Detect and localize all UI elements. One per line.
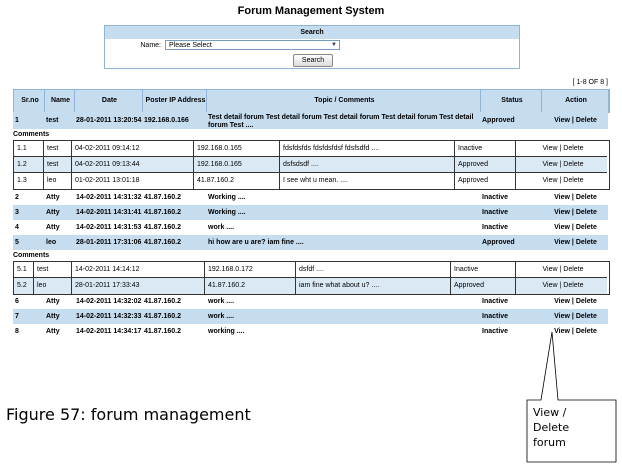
- row-ip: 41.87.160.2: [144, 194, 181, 201]
- comment-srno: 5.1: [14, 262, 34, 277]
- row-name: Atty: [46, 209, 60, 216]
- row-date: 14-02-2011 14:31:41: [76, 209, 142, 216]
- name-label: Name:: [140, 42, 161, 49]
- delete-link[interactable]: Delete: [563, 266, 584, 273]
- delete-link[interactable]: Delete: [563, 177, 584, 184]
- row-status: Inactive: [482, 209, 509, 216]
- row-topic: work ....: [208, 224, 235, 231]
- row-topic: hi how are u are? iam fine ....: [208, 239, 304, 246]
- name-select-value: Please Select: [169, 42, 212, 49]
- comment-status: Inactive: [451, 262, 516, 277]
- view-link[interactable]: View: [554, 194, 570, 201]
- comment-topic: fdsfdsfds fdsfdsfdsf fdsfsdfd ....: [280, 141, 455, 156]
- row-status: Approved: [482, 239, 515, 246]
- comment-topic: I see wht u mean. ....: [280, 173, 455, 189]
- row-topic: work ....: [208, 313, 235, 320]
- row-date: 14-02-2011 14:31:53: [76, 224, 142, 231]
- row-topic: Working ....: [208, 194, 246, 201]
- row-srno: 8: [15, 328, 19, 335]
- row-topic: work ....: [208, 298, 235, 305]
- delete-link[interactable]: Delete: [563, 161, 584, 168]
- row-date: 28-01-2011 17:31:06: [76, 239, 142, 246]
- callout-text: [533, 405, 605, 450]
- row-ip: 41.87.160.2: [144, 209, 181, 216]
- row-name: test: [46, 117, 59, 124]
- row-topic: Test detail forum Test detail forum Test detail forum Test detail forum Test detail forum Test ....: [208, 114, 474, 129]
- row-ip: 41.87.160.2: [144, 298, 181, 305]
- row-status: Inactive: [482, 224, 509, 231]
- row-srno: 7: [15, 313, 19, 320]
- chevron-down-icon[interactable]: ▼: [331, 42, 337, 48]
- row-ip: 41.87.160.2: [144, 239, 181, 246]
- delete-link[interactable]: Delete: [563, 282, 584, 289]
- row-status: Inactive: [482, 298, 509, 305]
- comment-name: test: [34, 262, 72, 277]
- comment-topic: dsfsdsdf ....: [280, 157, 455, 172]
- comment-status: Inactive: [455, 141, 516, 156]
- column-header: Status: [481, 90, 542, 112]
- row-ip: 41.87.160.2: [144, 224, 181, 231]
- comment-ip: 41.87.160.2: [205, 278, 296, 294]
- comment-date: 14-02-2011 14:14:12: [72, 262, 205, 277]
- row-status: Inactive: [482, 194, 509, 201]
- row-srno: 1: [15, 117, 19, 124]
- comment-date: 28-01-2011 17:33:43: [72, 278, 205, 294]
- comments-label: Comments: [13, 131, 50, 138]
- comment-status: Approved: [455, 157, 516, 172]
- comment-ip: 41.87.160.2: [194, 173, 280, 189]
- row-name: leo: [46, 239, 57, 246]
- action-separator: |: [557, 266, 564, 273]
- delete-link[interactable]: Delete: [575, 328, 597, 335]
- row-name: Atty: [46, 224, 60, 231]
- row-srno: 2: [15, 194, 19, 201]
- view-link[interactable]: View: [542, 282, 558, 289]
- delete-link[interactable]: Delete: [575, 194, 597, 201]
- delete-link[interactable]: Delete: [575, 209, 597, 216]
- comment-ip: 192.168.0.172: [205, 262, 296, 277]
- comment-srno: 1.3: [14, 173, 44, 189]
- comment-srno: 5.2: [14, 278, 34, 294]
- row-srno: 5: [15, 239, 19, 246]
- row-topic: working ....: [208, 328, 245, 335]
- page-title: Forum Management System: [237, 5, 385, 17]
- comment-status: Approved: [455, 173, 516, 189]
- row-date: 14-02-2011 14:32:02: [76, 298, 142, 305]
- search-header: Search: [105, 26, 519, 39]
- view-link[interactable]: View: [554, 117, 570, 124]
- row-ip: 41.87.160.2: [144, 328, 181, 335]
- view-link[interactable]: View: [542, 177, 558, 184]
- action-separator: |: [557, 145, 564, 152]
- view-link[interactable]: View: [554, 239, 570, 246]
- callout-line-1: View /: [533, 406, 567, 419]
- row-name: Atty: [46, 298, 60, 305]
- comment-name: leo: [34, 278, 72, 294]
- comment-ip: 192.168.0.165: [194, 141, 280, 156]
- view-link[interactable]: View: [554, 298, 570, 305]
- view-link[interactable]: View: [542, 145, 558, 152]
- view-link[interactable]: View: [542, 161, 558, 168]
- delete-link[interactable]: Delete: [575, 117, 597, 124]
- row-date: 14-02-2011 14:32:33: [76, 313, 142, 320]
- view-link[interactable]: View: [554, 209, 570, 216]
- action-separator: |: [569, 194, 576, 201]
- view-link[interactable]: View: [542, 266, 558, 273]
- comment-topic: dsfdf ....: [296, 262, 451, 277]
- row-name: Atty: [46, 194, 60, 201]
- figure-caption: Figure 57: forum management: [6, 405, 251, 424]
- row-date: 14-02-2011 14:31:32: [76, 194, 142, 201]
- action-separator: |: [569, 209, 576, 216]
- action-separator: |: [557, 282, 564, 289]
- row-srno: 4: [15, 224, 19, 231]
- search-button[interactable]: Search: [293, 54, 333, 67]
- action-separator: |: [569, 239, 576, 246]
- comment-name: test: [44, 141, 72, 156]
- action-separator: |: [557, 161, 564, 168]
- column-header: Topic / Comments: [207, 90, 481, 112]
- column-header: Poster IP Address: [143, 90, 207, 112]
- action-separator: |: [569, 298, 576, 305]
- row-ip: 192.168.0.166: [144, 117, 189, 124]
- comment-topic: iam fine what about u? ....: [296, 278, 451, 294]
- pagination-range: [ 1-8 OF 8 ]: [572, 79, 608, 86]
- delete-link[interactable]: Delete: [575, 224, 597, 231]
- row-ip: 41.87.160.2: [144, 313, 181, 320]
- delete-link[interactable]: Delete: [575, 298, 597, 305]
- row-date: 14-02-2011 14:34:17: [76, 328, 142, 335]
- comment-ip: 192.168.0.165: [194, 157, 280, 172]
- action-separator: |: [569, 117, 576, 124]
- column-header: Date: [75, 90, 143, 112]
- action-separator: |: [557, 177, 564, 184]
- row-srno: 6: [15, 298, 19, 305]
- callout-line-2: Delete: [533, 421, 570, 434]
- comment-srno: 1.1: [14, 141, 44, 156]
- column-header: Sr.no: [14, 90, 45, 112]
- row-status: Inactive: [482, 328, 509, 335]
- column-header: Name: [45, 90, 75, 112]
- row-status: Inactive: [482, 313, 509, 320]
- view-link[interactable]: View: [554, 224, 570, 231]
- delete-link[interactable]: Delete: [575, 239, 597, 246]
- action-separator: |: [569, 313, 576, 320]
- action-separator: |: [569, 224, 576, 231]
- action-separator: |: [569, 328, 576, 335]
- comments-label: Comments: [13, 252, 50, 259]
- row-srno: 3: [15, 209, 19, 216]
- comment-date: 01-02-2011 13:01:18: [72, 173, 194, 189]
- comment-date: 04-02-2011 09:14:12: [72, 141, 194, 156]
- callout-line-3: forum: [533, 436, 566, 449]
- comment-srno: 1.2: [14, 157, 44, 172]
- row-name: Atty: [46, 313, 60, 320]
- row-status: Approved: [482, 117, 515, 124]
- comment-name: leo: [44, 173, 72, 189]
- comment-status: Approved: [451, 278, 516, 294]
- delete-link[interactable]: Delete: [563, 145, 584, 152]
- delete-link[interactable]: Delete: [575, 313, 597, 320]
- row-date: 28-01-2011 13:20:54: [76, 117, 142, 124]
- view-link[interactable]: View: [554, 328, 570, 335]
- comment-date: 04-02-2011 09:13:44: [72, 157, 194, 172]
- view-link[interactable]: View: [554, 313, 570, 320]
- row-name: Atty: [46, 328, 60, 335]
- row-topic: Working ....: [208, 209, 246, 216]
- comment-name: test: [44, 157, 72, 172]
- column-header: Action: [542, 90, 609, 112]
